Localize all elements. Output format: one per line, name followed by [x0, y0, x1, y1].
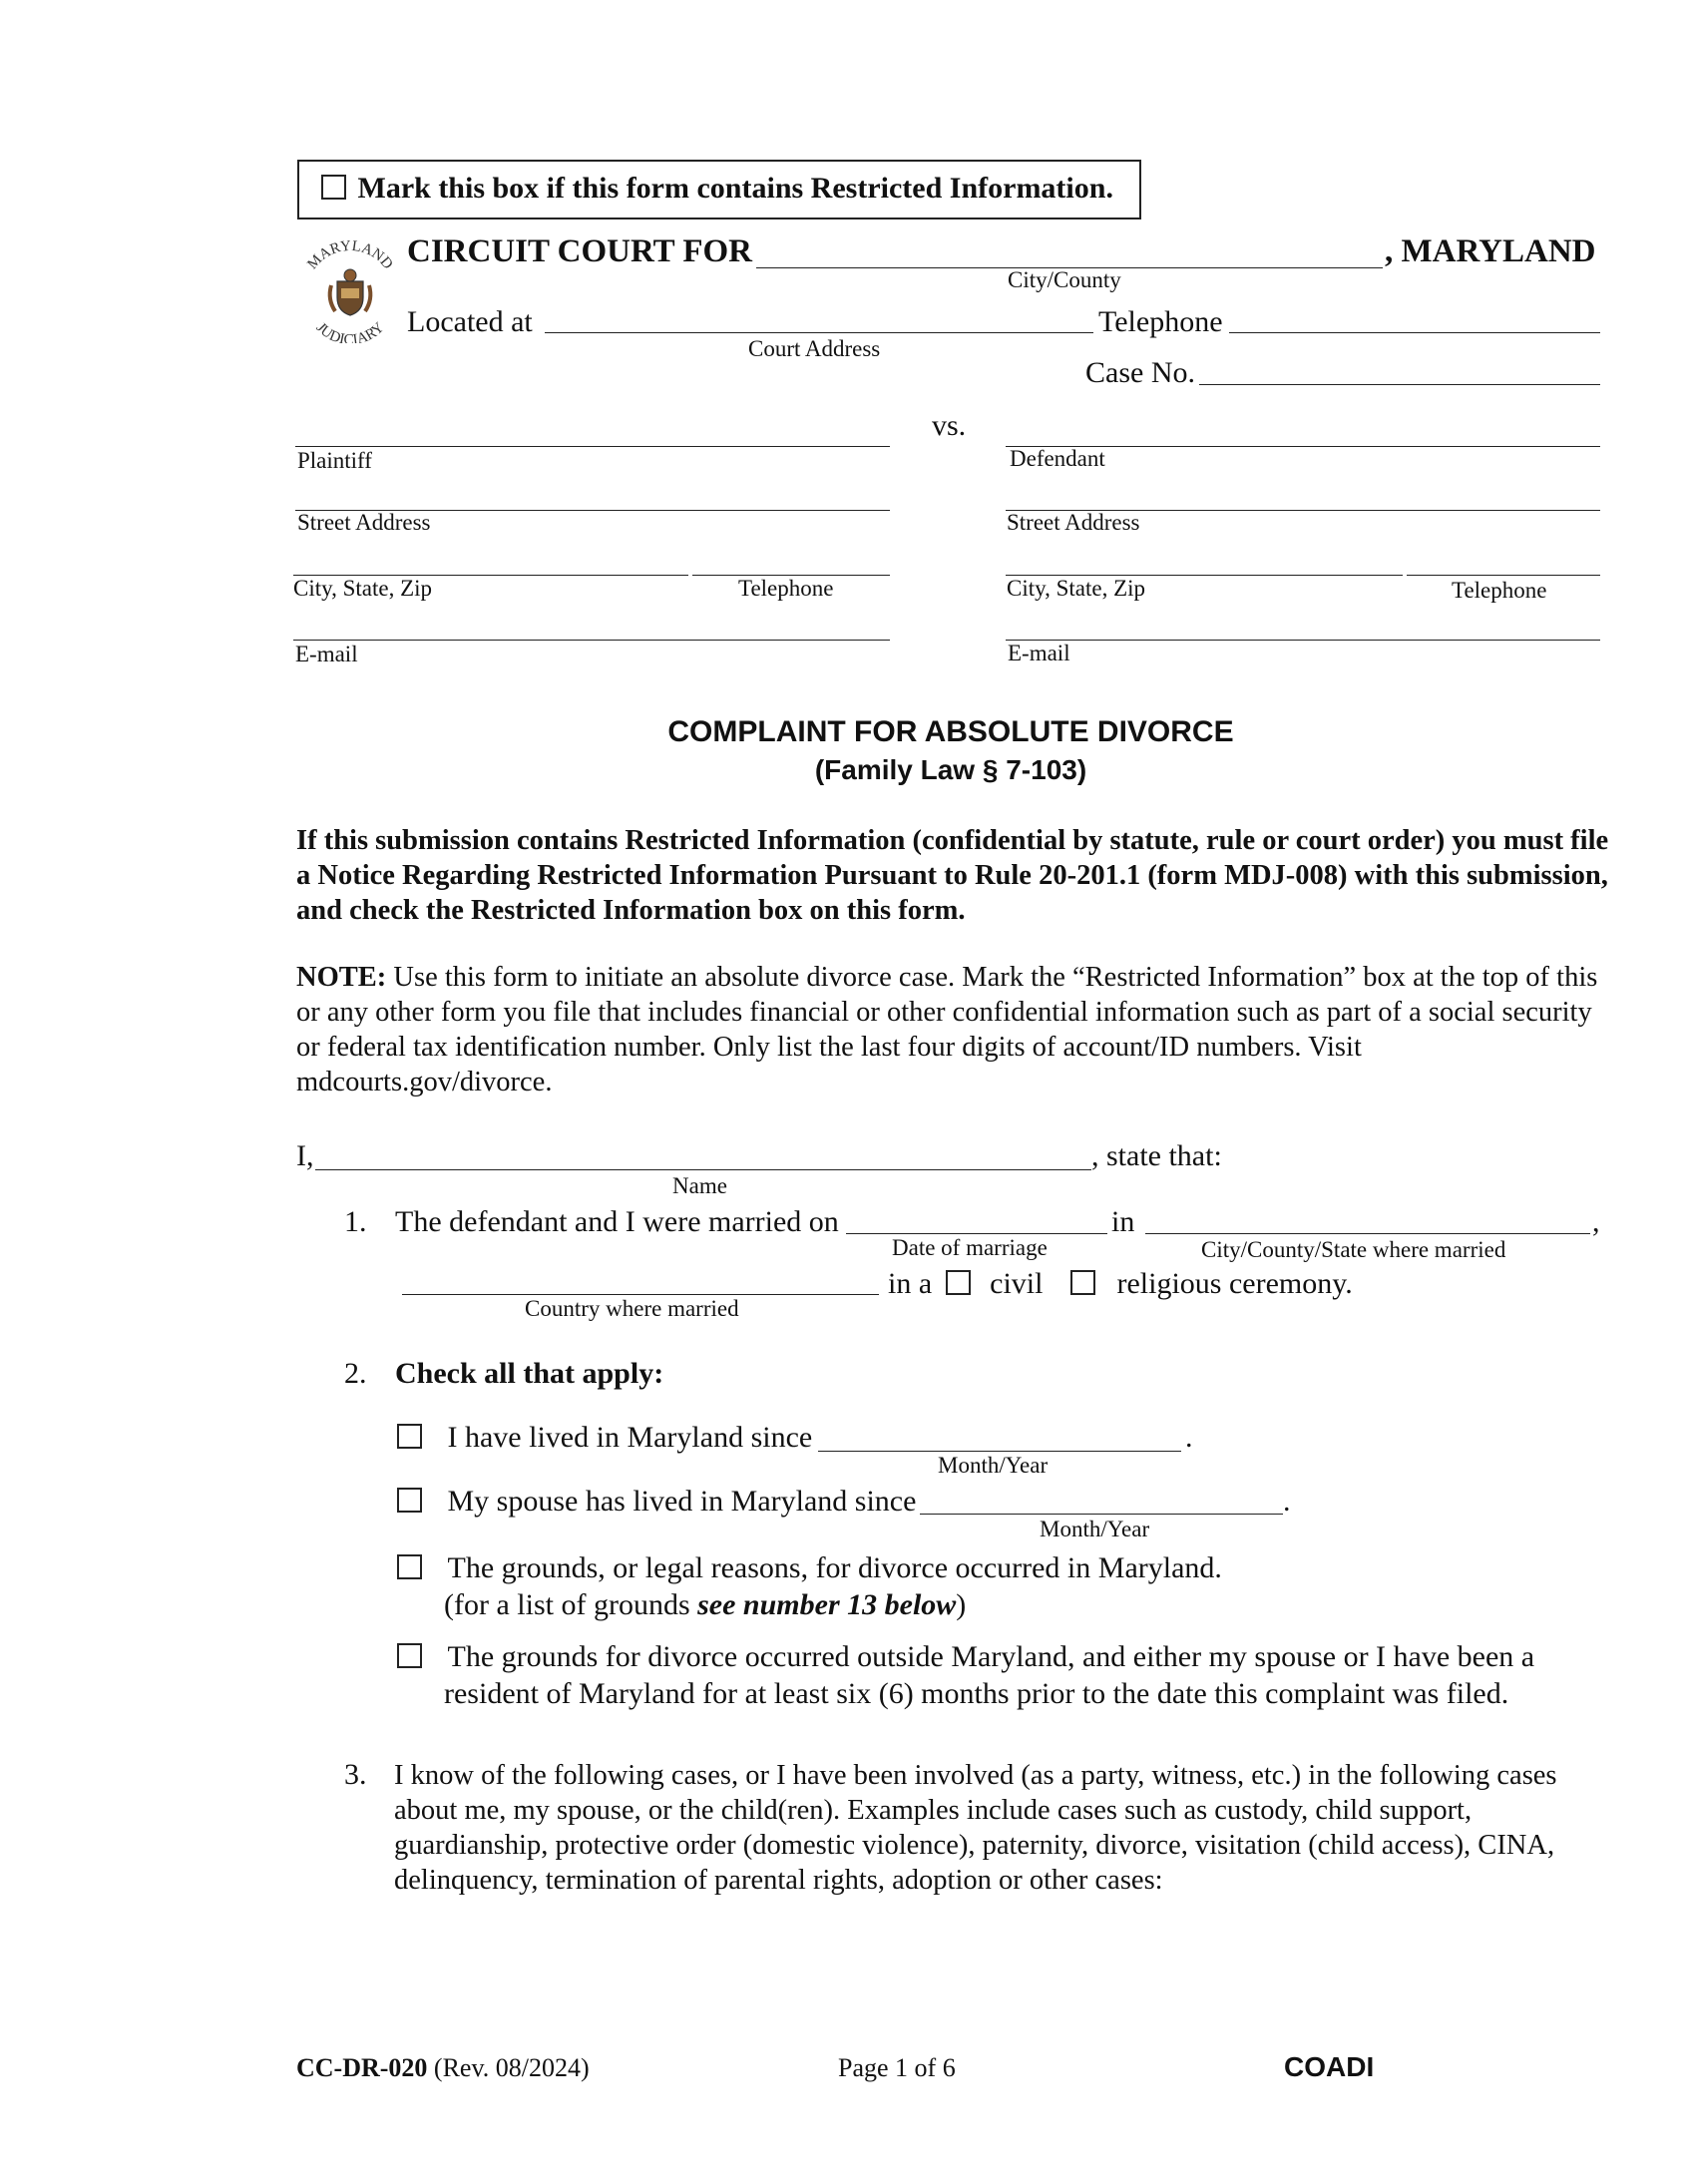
- seal-bottom-text: JUDICIARY: [312, 319, 388, 343]
- marriage-place-field[interactable]: [1145, 1233, 1590, 1234]
- filer-name-field[interactable]: [315, 1169, 1091, 1170]
- country-caption: Country where married: [525, 1296, 739, 1321]
- religious-checkbox[interactable]: [1070, 1270, 1095, 1295]
- option-lived-in-maryland: [397, 1421, 812, 1455]
- option-grounds-in-maryland: [397, 1551, 1222, 1585]
- plaintiff-phone-caption: Telephone: [738, 576, 834, 601]
- grounds-in-maryland-label: The grounds, or legal reasons, for divorce occurred in Maryland.: [447, 1551, 1222, 1584]
- plaintiff-street-caption: Street Address: [297, 510, 431, 535]
- item2-heading: Check all that apply:: [395, 1357, 664, 1390]
- restricted-notice: If this submission contains Restricted Information (confidential by statute, rule or court order) you must file a Notice Regarding Restricted Information Pursuant to Rule 20-201.1 (form MDJ-008) with this submission, and check the Restricted Information box on this form.: [296, 825, 1609, 926]
- item1-comma: ,: [1592, 1205, 1600, 1238]
- grounds-outside-line1: The grounds for divorce occurred outside Maryland, and either my spouse or I have been a: [447, 1640, 1535, 1673]
- note-paragraph: [296, 960, 1613, 1099]
- grounds-note-emphasis: see number 13 below: [697, 1588, 957, 1621]
- in-a-label: in a: [888, 1267, 933, 1300]
- plaintiff-email-caption: E-mail: [295, 642, 358, 666]
- seal-icon: [295, 231, 405, 343]
- option-grounds-outside-maryland: [397, 1640, 1534, 1674]
- item2-number: 2.: [344, 1357, 367, 1390]
- grounds-note-end: ): [956, 1588, 967, 1621]
- grounds-list-note: [444, 1588, 966, 1622]
- located-at-label: Located at: [407, 305, 533, 338]
- lived-since-field[interactable]: [818, 1451, 1181, 1452]
- item1-number: 1.: [344, 1205, 367, 1238]
- defendant-email-caption: E-mail: [1008, 641, 1070, 665]
- spouse-lived-checkbox[interactable]: [397, 1488, 422, 1513]
- plaintiff-caption: Plaintiff: [297, 448, 372, 473]
- defendant-phone-field[interactable]: [1407, 575, 1600, 576]
- item3-number: 3.: [344, 1758, 367, 1791]
- marriage-country-field[interactable]: [402, 1294, 879, 1295]
- maryland-judiciary-seal: [295, 231, 405, 343]
- restricted-info-label: Mark this box if this form contains Restricted Information.: [357, 172, 1113, 205]
- grounds-outside-line2: resident of Maryland for at least six (6) months prior to the date this complaint was filed.: [444, 1677, 1509, 1710]
- restricted-info-checkbox[interactable]: [321, 175, 346, 200]
- marriage-date-field[interactable]: [846, 1233, 1107, 1234]
- option-spouse-lived-in-maryland: [397, 1485, 916, 1519]
- court-address-caption: Court Address: [748, 336, 881, 361]
- item3-text: I know of the following cases, or I have been involved (as a party, witness, etc.) in the following cases about me, my spouse, or the child(ren). Examples include cases such as custody, child support, guardianship, protective order (domestic violence), paternity, divorce, visitation (child access), CINA, delinquency, termination of parental rights, adoption or other cases:: [394, 1760, 1557, 1896]
- opt1-month-year-caption: Month/Year: [938, 1453, 1049, 1478]
- case-no-field[interactable]: [1199, 384, 1600, 385]
- grounds-note-start: (for a list of grounds: [444, 1588, 698, 1621]
- city-county-caption: City/County: [1008, 267, 1121, 292]
- plaintiff-email-field[interactable]: [293, 640, 890, 641]
- lived-in-maryland-label: I have lived in Maryland since: [447, 1421, 813, 1454]
- name-caption: Name: [672, 1173, 727, 1198]
- grounds-in-maryland-checkbox[interactable]: [397, 1554, 422, 1579]
- svg-text:MARYLAND: [304, 238, 395, 273]
- item1-text: The defendant and I were married on: [395, 1205, 839, 1238]
- civil-label: civil: [990, 1267, 1044, 1300]
- seal-top-text: MARYLAND: [304, 237, 396, 273]
- note-text: Use this form to initiate an absolute divorce case. Mark the “Restricted Information” box at the top of this or any other form you file that includes financial or other confidential information such as part of a social security or federal tax identification number. Only list the last four digits of account/ID numbers. Visit mdcourts.gov/divorce.: [296, 962, 1598, 1097]
- defendant-phone-caption: Telephone: [1452, 578, 1547, 603]
- form-number: CC-DR-020: [296, 2053, 428, 2082]
- ceremony-row: [888, 1267, 1353, 1301]
- defendant-city-caption: City, State, Zip: [1007, 576, 1146, 601]
- defendant-email-field[interactable]: [1006, 640, 1600, 641]
- spouse-lived-label: My spouse has lived in Maryland since: [447, 1485, 917, 1518]
- spouse-lived-since-field[interactable]: [920, 1514, 1283, 1515]
- court-address-field[interactable]: [545, 332, 1093, 333]
- defendant-street-caption: Street Address: [1007, 510, 1140, 535]
- vs-label: vs.: [932, 409, 967, 442]
- restricted-info-label-row: [321, 172, 1113, 206]
- form-title: COMPLAINT FOR ABSOLUTE DIVORCE: [667, 715, 1234, 748]
- item1-in: in: [1111, 1205, 1135, 1238]
- court-label: CIRCUIT COURT FOR: [407, 233, 753, 269]
- statement-prefix: I,: [296, 1139, 314, 1172]
- svg-text:JUDICIARY: [313, 319, 388, 343]
- opt1-period: .: [1185, 1421, 1193, 1454]
- note-label: NOTE:: [296, 962, 387, 993]
- statement-suffix: , state that:: [1091, 1139, 1222, 1172]
- date-of-marriage-caption: Date of marriage: [892, 1235, 1048, 1260]
- court-telephone-field[interactable]: [1229, 332, 1600, 333]
- state-label: , MARYLAND: [1385, 233, 1596, 269]
- opt2-period: .: [1283, 1485, 1291, 1518]
- grounds-outside-checkbox[interactable]: [397, 1643, 422, 1668]
- form-code: COADI: [1284, 2051, 1375, 2082]
- case-no-label: Case No.: [1085, 356, 1195, 389]
- form-id: [296, 2053, 590, 2083]
- form-subtitle: (Family Law § 7-103): [814, 754, 1087, 785]
- plaintiff-name-field[interactable]: [295, 446, 890, 447]
- religious-label: religious ceremony.: [1116, 1267, 1353, 1300]
- opt2-month-year-caption: Month/Year: [1040, 1517, 1150, 1541]
- plaintiff-city-caption: City, State, Zip: [293, 576, 433, 601]
- page-number: Page 1 of 6: [838, 2053, 956, 2082]
- civil-checkbox[interactable]: [946, 1270, 971, 1295]
- court-telephone-label: Telephone: [1098, 305, 1223, 338]
- defendant-caption: Defendant: [1010, 446, 1105, 471]
- lived-in-maryland-checkbox[interactable]: [397, 1424, 422, 1449]
- form-revision: (Rev. 08/2024): [427, 2053, 590, 2082]
- place-of-marriage-caption: City/County/State where married: [1201, 1237, 1506, 1262]
